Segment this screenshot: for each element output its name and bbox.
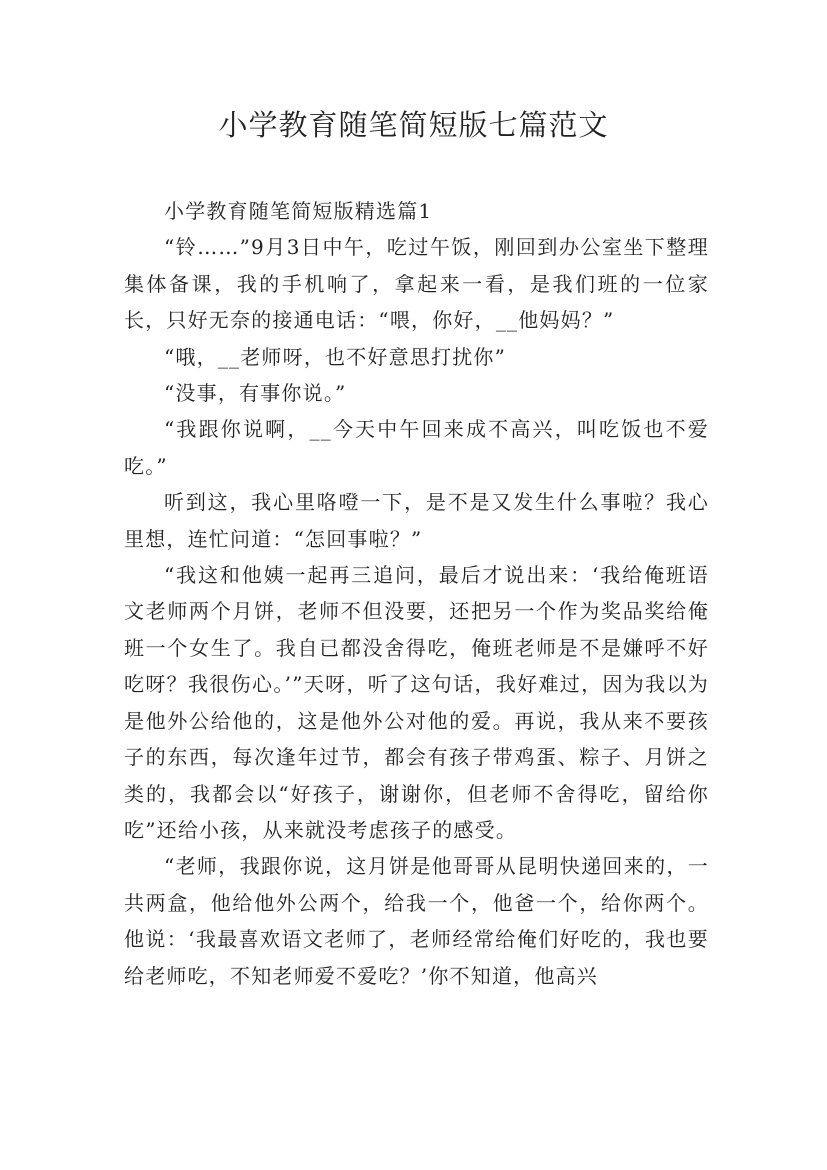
paragraph: “我这和他姨一起再三追问，最后才说出来：‘我给俺班语文老师两个月饼，老师不但没要，还把另一个作为奖品奖给俺班一个女生了。我自已都没舍得吃，俺班老师是不是嫌呼不好吃呀？我很伤心。’”天呀，听了这句话，我好难过，因为我以为是他外公给他的，这是他外公对他的爱。再说，我从来不要孩子的东西，每次逢年过节，都会有孩子带鸡蛋、粽子、月饼之类的，我都会以“好孩子，谢谢你，但老师不舍得吃，留给你吃”还给小孩，从来就没考虑孩子的感受。 — [124, 563, 709, 842]
document-body — [124, 193, 709, 994]
section-heading: 小学教育随笔简短版精选篇1 — [164, 199, 433, 223]
document-title: 小学教育随笔简短版七篇范文 — [218, 108, 609, 142]
paragraph: “我跟你说啊，__今天中午回来成不高兴，叫吃饭也不爱吃。” — [124, 417, 709, 478]
paragraph: “哦，__老师呀，也不好意思打扰你” — [164, 344, 507, 369]
paragraph: 听到这，我心里咯噔一下，是不是又发生什么事啦？我心里想，连忙问道：“怎回事啦？” — [124, 490, 709, 551]
paragraph: “没事，有事你说。” — [164, 381, 347, 406]
paragraph: “铃……”9月3日中午，吃过午饭，刚回到办公室坐下整理集体备课，我的手机响了，拿起来一看，是我们班的一位家长，只好无奈的接通电话：“喂，你好，__他妈妈？” — [124, 235, 709, 333]
paragraph: “老师，我跟你说，这月饼是他哥哥从昆明快递回来的，一共两盒，他给他外公两个，给我一个，他爸一个，给你两个。他说：‘我最喜欢语文老师了，老师经常给俺们好吃的，我也要给老师吃，不知老师爱不爱吃？’你不知道，他高兴 — [124, 854, 709, 988]
